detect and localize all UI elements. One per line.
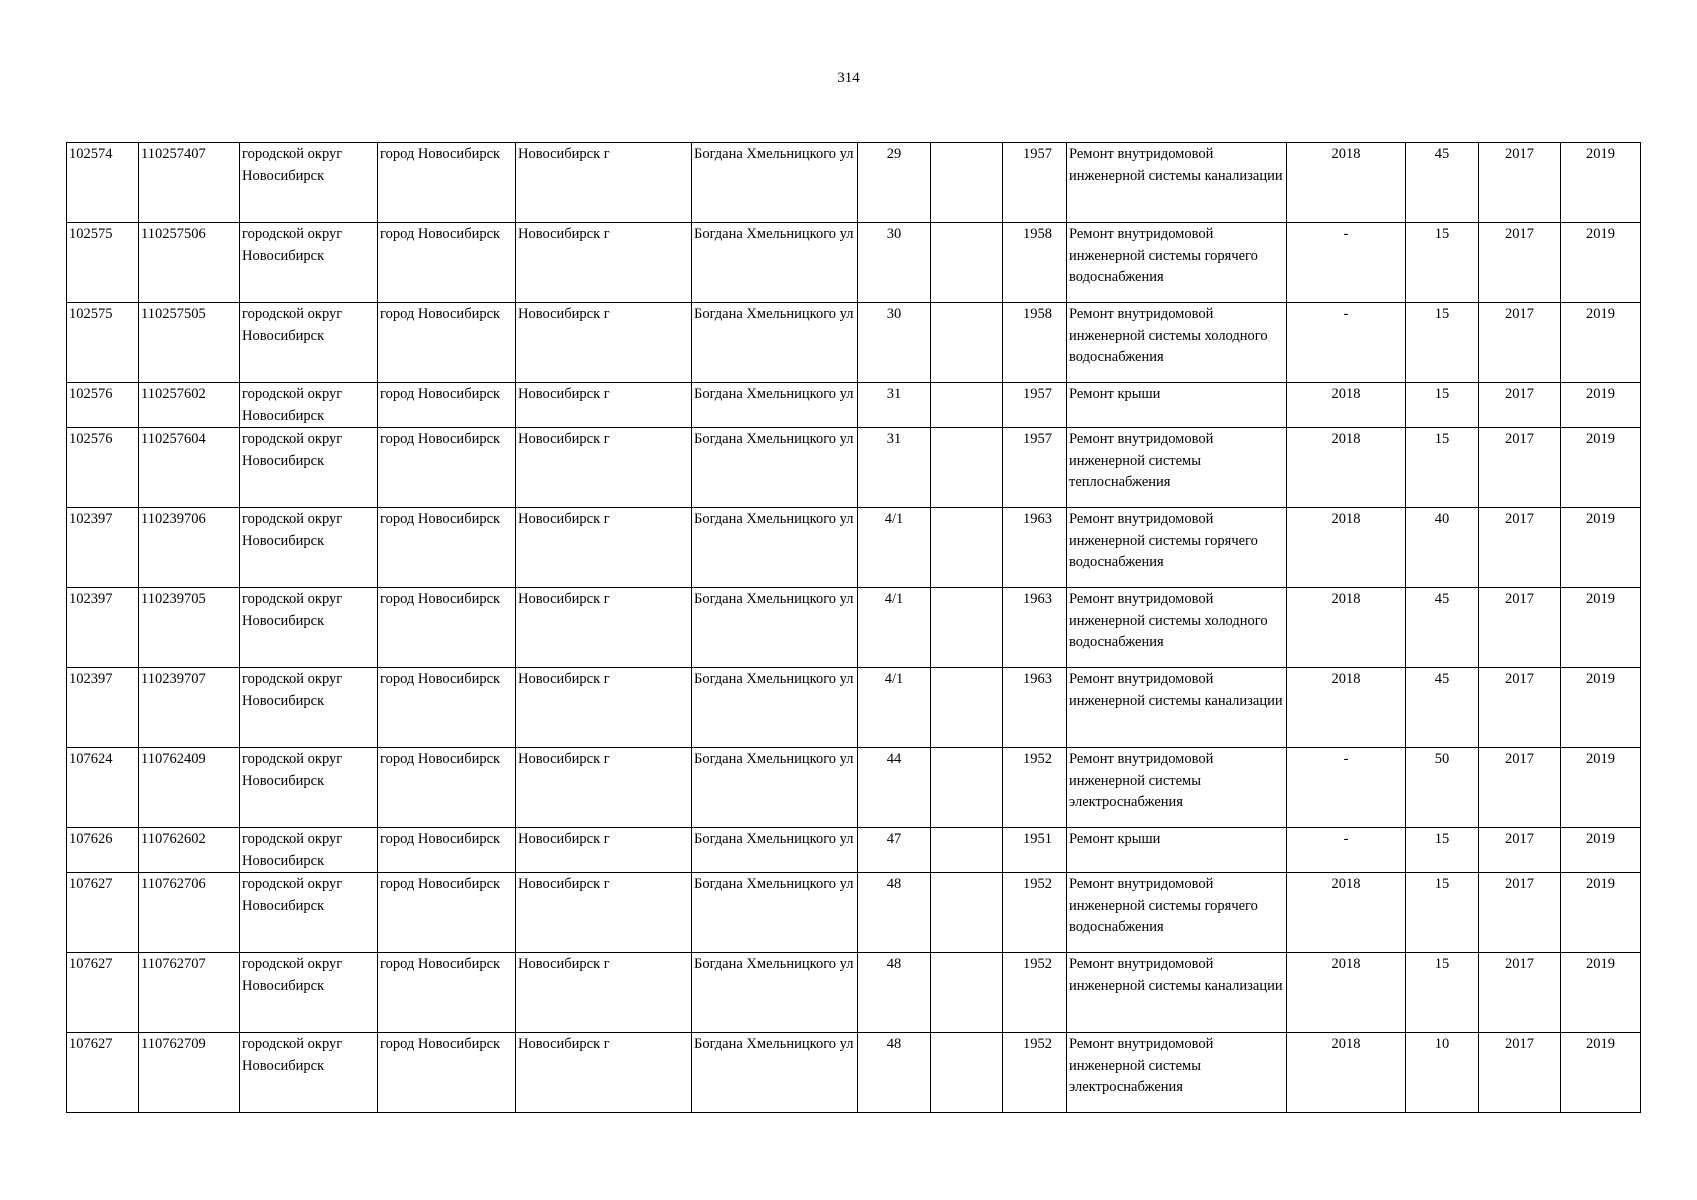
cell-year-end: 2019 [1561,1033,1641,1113]
cell-year-built: 1963 [1003,508,1067,588]
cell-code: 110257506 [139,223,240,303]
cell-settlement: город Новосибирск [378,223,516,303]
cell-year-plan: - [1287,748,1406,828]
cell-street: Богдана Хмельницкого ул [692,748,858,828]
cell-settlement: город Новосибирск [378,588,516,668]
cell-id: 102575 [67,303,139,383]
cell-value: 40 [1406,508,1479,588]
cell-city: Новосибирск г [516,223,692,303]
cell-settlement: город Новосибирск [378,508,516,588]
cell-value: 45 [1406,143,1479,223]
cell-street: Богдана Хмельницкого ул [692,223,858,303]
cell-year-start: 2017 [1479,873,1561,953]
cell-code: 110257505 [139,303,240,383]
cell-empty [931,143,1003,223]
cell-municipality: городской округ Новосибирск [240,303,378,383]
cell-id: 102576 [67,428,139,508]
cell-street: Богдана Хмельницкого ул [692,303,858,383]
table-row [67,1033,1641,1113]
cell-municipality: городской округ Новосибирск [240,143,378,223]
cell-code: 110239705 [139,588,240,668]
cell-empty [931,508,1003,588]
cell-city: Новосибирск г [516,143,692,223]
table-row [67,828,1641,873]
cell-settlement: город Новосибирск [378,953,516,1033]
cell-street: Богдана Хмельницкого ул [692,1033,858,1113]
cell-house: 44 [858,748,931,828]
cell-empty [931,223,1003,303]
cell-year-start: 2017 [1479,668,1561,748]
cell-municipality: городской округ Новосибирск [240,1033,378,1113]
cell-house: 4/1 [858,668,931,748]
cell-work-type: Ремонт внутридомовой инженерной системы холодного водоснабжения [1067,303,1287,383]
cell-year-end: 2019 [1561,383,1641,428]
cell-year-built: 1958 [1003,223,1067,303]
cell-settlement: город Новосибирск [378,873,516,953]
cell-value: 10 [1406,1033,1479,1113]
cell-municipality: городской округ Новосибирск [240,223,378,303]
cell-work-type: Ремонт внутридомовой инженерной системы горячего водоснабжения [1067,873,1287,953]
cell-street: Богдана Хмельницкого ул [692,428,858,508]
cell-empty [931,873,1003,953]
cell-year-built: 1958 [1003,303,1067,383]
cell-year-plan: - [1287,223,1406,303]
cell-work-type: Ремонт крыши [1067,828,1287,873]
cell-municipality: городской округ Новосибирск [240,953,378,1033]
cell-municipality: городской округ Новосибирск [240,873,378,953]
cell-value: 50 [1406,748,1479,828]
cell-settlement: город Новосибирск [378,748,516,828]
cell-work-type: Ремонт внутридомовой инженерной системы канализации [1067,953,1287,1033]
cell-code: 110762602 [139,828,240,873]
cell-year-plan: - [1287,828,1406,873]
cell-year-start: 2017 [1479,588,1561,668]
cell-municipality: городской округ Новосибирск [240,828,378,873]
cell-year-end: 2019 [1561,588,1641,668]
cell-city: Новосибирск г [516,953,692,1033]
cell-year-start: 2017 [1479,223,1561,303]
table-row [67,303,1641,383]
cell-city: Новосибирск г [516,828,692,873]
cell-year-plan: 2018 [1287,508,1406,588]
cell-settlement: город Новосибирск [378,303,516,383]
cell-year-built: 1963 [1003,588,1067,668]
cell-year-start: 2017 [1479,508,1561,588]
cell-year-end: 2019 [1561,303,1641,383]
cell-house: 31 [858,383,931,428]
cell-value: 15 [1406,428,1479,508]
cell-house: 4/1 [858,588,931,668]
cell-work-type: Ремонт внутридомовой инженерной системы канализации [1067,143,1287,223]
cell-city: Новосибирск г [516,588,692,668]
cell-year-end: 2019 [1561,668,1641,748]
cell-city: Новосибирск г [516,748,692,828]
cell-year-plan: 2018 [1287,428,1406,508]
table-row [67,953,1641,1033]
cell-city: Новосибирск г [516,873,692,953]
cell-work-type: Ремонт внутридомовой инженерной системы теплоснабжения [1067,428,1287,508]
cell-work-type: Ремонт внутридомовой инженерной системы электроснабжения [1067,1033,1287,1113]
cell-year-start: 2017 [1479,828,1561,873]
cell-value: 15 [1406,873,1479,953]
cell-municipality: городской округ Новосибирск [240,383,378,428]
cell-value: 15 [1406,303,1479,383]
cell-year-built: 1951 [1003,828,1067,873]
cell-street: Богдана Хмельницкого ул [692,953,858,1033]
cell-year-end: 2019 [1561,748,1641,828]
cell-id: 107626 [67,828,139,873]
cell-street: Богдана Хмельницкого ул [692,383,858,428]
cell-house: 31 [858,428,931,508]
cell-id: 107627 [67,1033,139,1113]
cell-street: Богдана Хмельницкого ул [692,143,858,223]
table-row [67,223,1641,303]
cell-city: Новосибирск г [516,1033,692,1113]
cell-year-built: 1957 [1003,383,1067,428]
cell-id: 102397 [67,508,139,588]
cell-work-type: Ремонт внутридомовой инженерной системы холодного водоснабжения [1067,588,1287,668]
cell-code: 110762707 [139,953,240,1033]
cell-work-type: Ремонт крыши [1067,383,1287,428]
cell-value: 45 [1406,668,1479,748]
cell-year-plan: 2018 [1287,1033,1406,1113]
cell-year-plan: 2018 [1287,383,1406,428]
cell-code: 110762409 [139,748,240,828]
cell-value: 15 [1406,828,1479,873]
cell-settlement: город Новосибирск [378,383,516,428]
cell-value: 45 [1406,588,1479,668]
cell-year-built: 1957 [1003,143,1067,223]
cell-id: 102576 [67,383,139,428]
cell-settlement: город Новосибирск [378,1033,516,1113]
cell-street: Богдана Хмельницкого ул [692,668,858,748]
cell-id: 107624 [67,748,139,828]
cell-year-start: 2017 [1479,303,1561,383]
cell-settlement: город Новосибирск [378,428,516,508]
cell-city: Новосибирск г [516,303,692,383]
cell-house: 30 [858,303,931,383]
cell-year-built: 1952 [1003,748,1067,828]
cell-year-end: 2019 [1561,223,1641,303]
cell-year-built: 1952 [1003,953,1067,1033]
cell-year-start: 2017 [1479,143,1561,223]
table-row [67,143,1641,223]
cell-code: 110257407 [139,143,240,223]
cell-year-end: 2019 [1561,143,1641,223]
cell-year-start: 2017 [1479,748,1561,828]
cell-year-plan: 2018 [1287,143,1406,223]
cell-code: 110762709 [139,1033,240,1113]
page-number: 314 [837,70,860,86]
cell-code: 110257602 [139,383,240,428]
table-row [67,748,1641,828]
cell-year-start: 2017 [1479,1033,1561,1113]
cell-settlement: город Новосибирск [378,828,516,873]
cell-city: Новосибирск г [516,383,692,428]
cell-settlement: город Новосибирск [378,143,516,223]
cell-year-end: 2019 [1561,828,1641,873]
cell-year-plan: 2018 [1287,953,1406,1033]
cell-municipality: городской округ Новосибирск [240,428,378,508]
cell-code: 110762706 [139,873,240,953]
table-row [67,383,1641,428]
table-body [67,143,1641,1113]
cell-street: Богдана Хмельницкого ул [692,873,858,953]
cell-empty [931,428,1003,508]
repair-registry-table [66,142,1641,1113]
cell-empty [931,953,1003,1033]
cell-house: 29 [858,143,931,223]
cell-municipality: городской округ Новосибирск [240,588,378,668]
cell-code: 110239707 [139,668,240,748]
cell-house: 30 [858,223,931,303]
cell-house: 47 [858,828,931,873]
cell-id: 107627 [67,953,139,1033]
table-row [67,588,1641,668]
cell-work-type: Ремонт внутридомовой инженерной системы горячего водоснабжения [1067,508,1287,588]
cell-empty [931,1033,1003,1113]
cell-city: Новосибирск г [516,508,692,588]
cell-street: Богдана Хмельницкого ул [692,508,858,588]
cell-id: 107627 [67,873,139,953]
cell-municipality: городской округ Новосибирск [240,748,378,828]
cell-year-plan: 2018 [1287,873,1406,953]
cell-work-type: Ремонт внутридомовой инженерной системы канализации [1067,668,1287,748]
cell-street: Богдана Хмельницкого ул [692,588,858,668]
cell-house: 48 [858,953,931,1033]
cell-year-end: 2019 [1561,508,1641,588]
cell-empty [931,748,1003,828]
cell-street: Богдана Хмельницкого ул [692,828,858,873]
cell-year-plan: 2018 [1287,588,1406,668]
cell-id: 102574 [67,143,139,223]
cell-municipality: городской округ Новосибирск [240,508,378,588]
table-row [67,668,1641,748]
cell-year-start: 2017 [1479,428,1561,508]
cell-year-start: 2017 [1479,953,1561,1033]
cell-id: 102575 [67,223,139,303]
cell-city: Новосибирск г [516,668,692,748]
cell-settlement: город Новосибирск [378,668,516,748]
cell-year-built: 1963 [1003,668,1067,748]
cell-year-plan: 2018 [1287,668,1406,748]
cell-year-built: 1957 [1003,428,1067,508]
cell-house: 4/1 [858,508,931,588]
cell-year-start: 2017 [1479,383,1561,428]
cell-empty [931,588,1003,668]
cell-empty [931,383,1003,428]
table-row [67,428,1641,508]
cell-id: 102397 [67,588,139,668]
cell-code: 110257604 [139,428,240,508]
cell-code: 110239706 [139,508,240,588]
table-row [67,508,1641,588]
cell-empty [931,668,1003,748]
cell-value: 15 [1406,383,1479,428]
cell-house: 48 [858,1033,931,1113]
cell-value: 15 [1406,953,1479,1033]
table-row [67,873,1641,953]
cell-work-type: Ремонт внутридомовой инженерной системы электроснабжения [1067,748,1287,828]
cell-house: 48 [858,873,931,953]
cell-municipality: городской округ Новосибирск [240,668,378,748]
cell-id: 102397 [67,668,139,748]
cell-year-end: 2019 [1561,873,1641,953]
cell-empty [931,828,1003,873]
cell-year-built: 1952 [1003,1033,1067,1113]
cell-value: 15 [1406,223,1479,303]
cell-year-plan: - [1287,303,1406,383]
cell-year-end: 2019 [1561,953,1641,1033]
cell-city: Новосибирск г [516,428,692,508]
cell-work-type: Ремонт внутридомовой инженерной системы горячего водоснабжения [1067,223,1287,303]
cell-year-built: 1952 [1003,873,1067,953]
cell-empty [931,303,1003,383]
cell-year-end: 2019 [1561,428,1641,508]
